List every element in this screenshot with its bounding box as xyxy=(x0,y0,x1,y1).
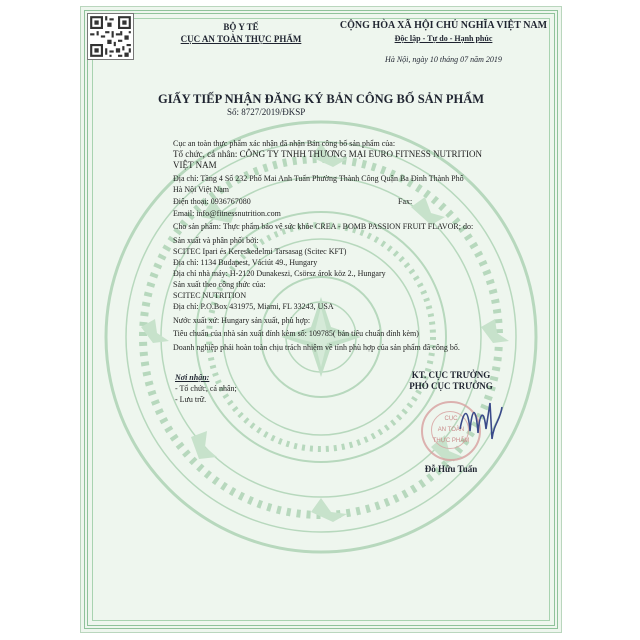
address-line: Địa chỉ: Tầng 4 Số 232 Phố Mai Anh Tuấn Phường Thành Công Quận Ba Đình Thành Phố xyxy=(173,174,464,183)
stamp-text: CỤC xyxy=(444,416,458,422)
national-title: CỘNG HÒA XÃ HỘI CHỦ NGHĨA VIỆT NAM xyxy=(339,20,548,31)
address-line-2: Hà Nội Việt Nam xyxy=(173,185,230,194)
qr-code-icon xyxy=(87,13,134,60)
signer-name: Đỗ Hữu Tuấn xyxy=(424,464,478,474)
phone: Điện thoại: 0936767080 xyxy=(173,197,251,206)
stamp-text: AN TOÀN xyxy=(437,427,465,433)
recipient-item: - Tổ chức, cá nhân; xyxy=(175,384,237,393)
product-line: Cho sản phẩm: Thực phẩm bảo vệ sức khỏe CREA - BOMB PASSION FRUIT FLAVOR; do: xyxy=(173,222,474,231)
origin-line: Nước xuất xứ: Hungary sản xuất, phù hợp: xyxy=(173,316,311,325)
agency-name: CỤC AN TOÀN THỰC PHẨM xyxy=(180,34,302,44)
signature-title: KT. CỤC TRƯỞNG xyxy=(411,370,491,380)
fax: Fax: xyxy=(398,197,413,206)
producer-name: SCITEC Ipari és Kereskedelmi Tarsasag (Scitec KFT) xyxy=(173,247,347,256)
signature-scribble-icon xyxy=(456,399,506,443)
intro-text: Cục an toàn thực phẩm xác nhận đã nhận Bản công bố sản phẩm của: xyxy=(173,139,396,148)
national-motto: Độc lập - Tự do - Hạnh phúc xyxy=(394,34,493,43)
formula-address: Địa chỉ: P.O.Box 431975, Miami, FL 33243, USA xyxy=(173,302,334,311)
issue-date: Hà Nội, ngày 10 tháng 07 năm 2019 xyxy=(385,55,502,64)
certificate-sheet xyxy=(80,6,562,633)
email: Email: info@fitnessnutrition.com xyxy=(173,209,281,218)
recipient-item: - Lưu trữ. xyxy=(175,395,207,404)
ministry-name: BỘ Y TẾ xyxy=(223,22,259,32)
recipients-title: Nơi nhận: xyxy=(175,373,210,382)
document-title: GIẤY TIẾP NHẬN ĐĂNG KÝ BẢN CÔNG BỐ SẢN PHẨM xyxy=(157,92,485,106)
producer-label: Sản xuất và phân phối bởi: xyxy=(173,236,259,245)
standard-line: Tiêu chuẩn của nhà sản xuất đính kèm số: 109785( bản tiêu chuẩn đính kèm) xyxy=(173,329,419,338)
stamp-text: THỰC PHẨM xyxy=(432,438,470,444)
formula-name: SCITEC NUTRITION xyxy=(173,291,247,300)
responsibility-line: Doanh nghiệp phải hoàn toàn chịu trách nhiệm về tính phù hợp của sản phẩm đã công bố. xyxy=(173,343,460,352)
organization-line-2: VIỆT NAM xyxy=(173,160,217,170)
formula-label: Sản xuất theo công thức của: xyxy=(173,280,266,289)
producer-address: Địa chỉ: 1134 Budapest, Váciút 49., Hungary xyxy=(173,258,318,267)
factory-address: Địa chỉ nhà máy: H-2120 Dunakeszi, Csörsz árok köz 2., Hungary xyxy=(173,269,386,278)
signature-subtitle: PHÓ CỤC TRƯỞNG xyxy=(409,381,493,391)
document-number: Số: 8727/2019/ĐKSP xyxy=(227,107,306,117)
organization-line: Tổ chức, cá nhân: CÔNG TY TNHH THƯƠNG MẠI EURO FITNESS NUTRITION xyxy=(173,149,482,159)
